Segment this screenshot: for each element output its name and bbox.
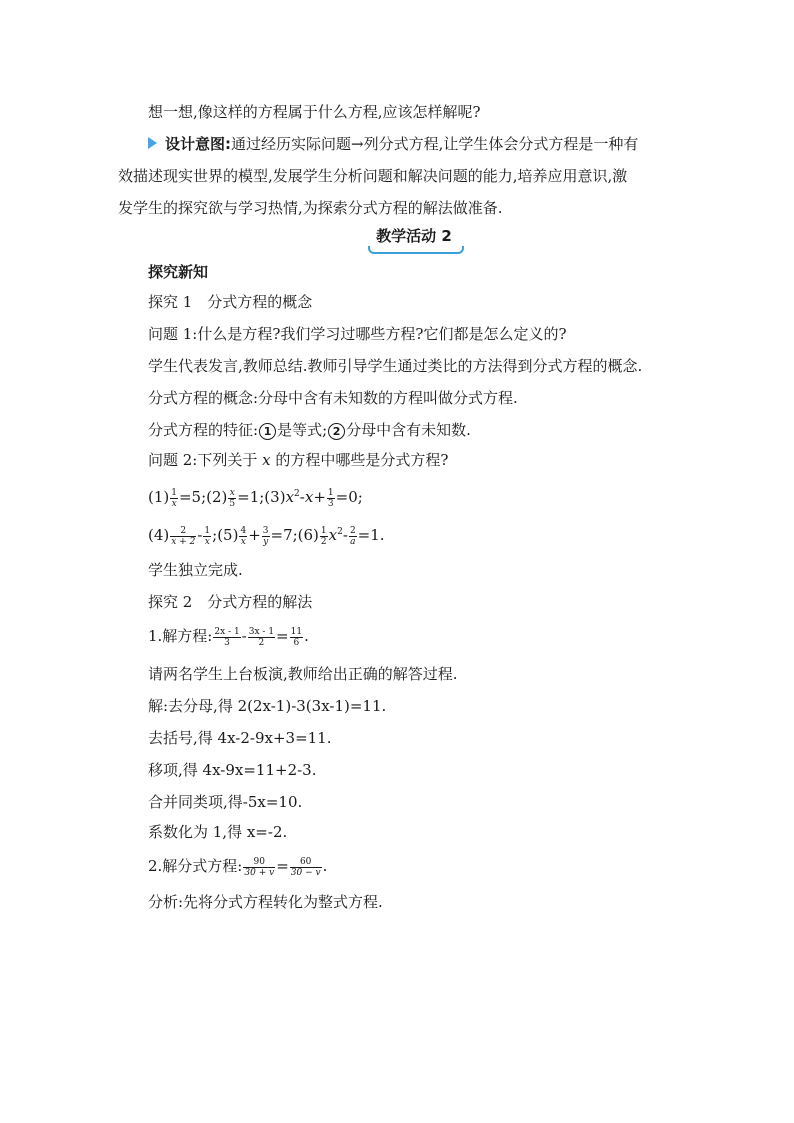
numerator: 2	[349, 525, 356, 536]
step-4: 合并同类项,得-5x=10.	[148, 793, 303, 811]
denominator: 3	[224, 637, 230, 648]
den-expr: 30 − v	[290, 867, 321, 878]
explore2-title: 探究 2 分式方程的解法	[148, 593, 313, 611]
explore1-title: 探究 1 分式方程的概念	[148, 293, 313, 311]
eq-op: =	[276, 857, 289, 875]
fraction	[290, 857, 322, 878]
design-intent-line3: 发学生的探究欲与学习热情,为探索分式方程的解法做准备.	[118, 199, 503, 217]
design-intent-text1: 通过经历实际问题→列分式方程,让学生体会分式方程是一种有	[231, 135, 639, 153]
eq-text: .	[322, 857, 328, 875]
denominator: 5	[229, 498, 236, 509]
independent-note: 学生独立完成.	[148, 561, 243, 579]
numerator: 1	[204, 525, 211, 536]
play-triangle-icon	[148, 137, 157, 149]
den-var: a	[350, 536, 356, 547]
numerator: 11	[290, 626, 303, 637]
den-var: x	[171, 498, 177, 509]
eq-text: =7;(6)	[270, 526, 319, 544]
eq4-label: (4)	[148, 526, 170, 544]
solve2-prefix: 2.解分式方程:	[148, 857, 243, 875]
fraction	[170, 526, 196, 547]
eq-op: +	[248, 526, 261, 544]
fraction	[228, 488, 236, 509]
equation-row-1	[148, 484, 363, 509]
fraction	[239, 526, 247, 547]
concept: 分式方程的概念:分母中含有未知数的方程叫做分式方程.	[148, 389, 518, 407]
feature-line	[148, 420, 471, 440]
activity-title: 教学活动 2	[376, 227, 452, 245]
numerator: 2x - 1	[214, 626, 240, 637]
denominator	[243, 868, 275, 878]
fraction	[262, 526, 270, 547]
solve-1	[148, 626, 309, 648]
eq-op: +	[313, 488, 326, 506]
step-2: 去括号,得 4x-2-9x+3=11.	[148, 729, 332, 747]
eq-text: ;(5)	[212, 526, 239, 544]
denominator	[239, 537, 247, 547]
feature-text2: 分母中含有未知数.	[346, 421, 471, 439]
design-intent-line1	[148, 134, 638, 154]
denominator	[290, 868, 322, 878]
den-expr: 30 + v	[244, 867, 275, 878]
eq-op: =	[276, 627, 289, 645]
eq-text: =0;	[335, 488, 363, 506]
numerator: 2	[170, 526, 196, 537]
solve-2	[148, 856, 327, 878]
denominator: 3	[327, 498, 334, 509]
step-5: 系数化为 1,得 x=-2.	[148, 823, 288, 841]
eq-op: -	[197, 526, 203, 544]
activity-underline	[368, 246, 464, 254]
den-var: y	[263, 536, 269, 547]
denominator	[349, 537, 357, 547]
design-intent-label: 设计意图:	[165, 135, 231, 153]
circled-number-2: 2	[328, 423, 345, 440]
fraction	[290, 627, 303, 648]
fraction	[349, 526, 357, 547]
equation-row-2	[148, 522, 385, 547]
num-var: x	[229, 487, 235, 498]
eq-var: x	[328, 526, 338, 544]
analysis: 分析:先将分式方程转化为整式方程.	[148, 893, 383, 911]
eq-op: -	[342, 526, 348, 544]
intro-question: 想一想,像这样的方程属于什么方程,应该怎样解呢?	[148, 103, 481, 121]
board-note: 请两名学生上台板演,教师给出正确的解答过程.	[148, 665, 458, 683]
denominator: 2	[258, 637, 265, 648]
den-var: x	[240, 536, 246, 547]
denominator: 2	[320, 536, 327, 547]
feature-prefix: 分式方程的特征:	[148, 421, 259, 439]
eq1-label: (1)	[148, 488, 170, 506]
fraction	[203, 526, 211, 547]
q2-var: x	[262, 451, 271, 469]
fraction	[243, 857, 275, 878]
numerator: 1	[327, 487, 334, 498]
numerator: 90	[243, 857, 275, 868]
design-intent-line2: 效描述现实世界的模型,发展学生分析问题和解决问题的能力,培养应用意识,激	[118, 167, 628, 185]
step-3: 移项,得 4x-9x=11+2-3.	[148, 761, 317, 779]
student-talk: 学生代表发言,教师总结.教师引导学生通过类比的方法得到分式方程的概念.	[148, 357, 643, 375]
exponent: 2	[337, 527, 343, 537]
q2-prefix: 问题 2:下列关于	[148, 451, 258, 469]
question-2	[148, 450, 448, 470]
step-1: 解:去分母,得 2(2x-1)-3(3x-1)=11.	[148, 697, 387, 715]
exponent: 2	[294, 489, 300, 499]
solve1-prefix: 1.解方程:	[148, 627, 213, 645]
fraction	[327, 488, 335, 509]
eq-op: -	[299, 488, 305, 506]
circled-number-1: 1	[259, 423, 276, 440]
numerator	[228, 488, 236, 499]
numerator: 3	[262, 525, 269, 536]
fraction	[248, 627, 275, 648]
question-1: 问题 1:什么是方程?我们学习过哪些方程?它们都是怎么定义的?	[148, 325, 567, 343]
feature-text1: 是等式;	[277, 421, 328, 439]
eq-text: .	[304, 627, 309, 645]
numerator: 3x - 1	[248, 626, 275, 637]
den-expr: x + 2	[171, 536, 196, 547]
denominator	[170, 537, 196, 547]
eq-var: x	[304, 488, 314, 506]
den-var: x	[204, 536, 210, 547]
eq-op: -	[241, 627, 247, 645]
numerator: 1	[320, 525, 327, 536]
denominator: 6	[293, 637, 300, 648]
eq-text: =5;(2)	[178, 488, 228, 506]
numerator: 4	[240, 525, 247, 536]
section-title: 探究新知	[148, 263, 209, 281]
fraction	[213, 627, 240, 648]
eq-text: =1.	[357, 526, 385, 544]
fraction	[170, 488, 178, 509]
numerator: 60	[290, 857, 322, 868]
eq-text: =1;(3)	[237, 488, 286, 506]
denominator	[203, 537, 211, 547]
denominator	[262, 537, 270, 547]
numerator: 1	[171, 487, 177, 498]
q2-suffix: 的方程中哪些是分式方程?	[275, 451, 449, 469]
eq-var: x	[285, 488, 295, 506]
fraction	[320, 526, 328, 547]
denominator	[170, 499, 178, 509]
